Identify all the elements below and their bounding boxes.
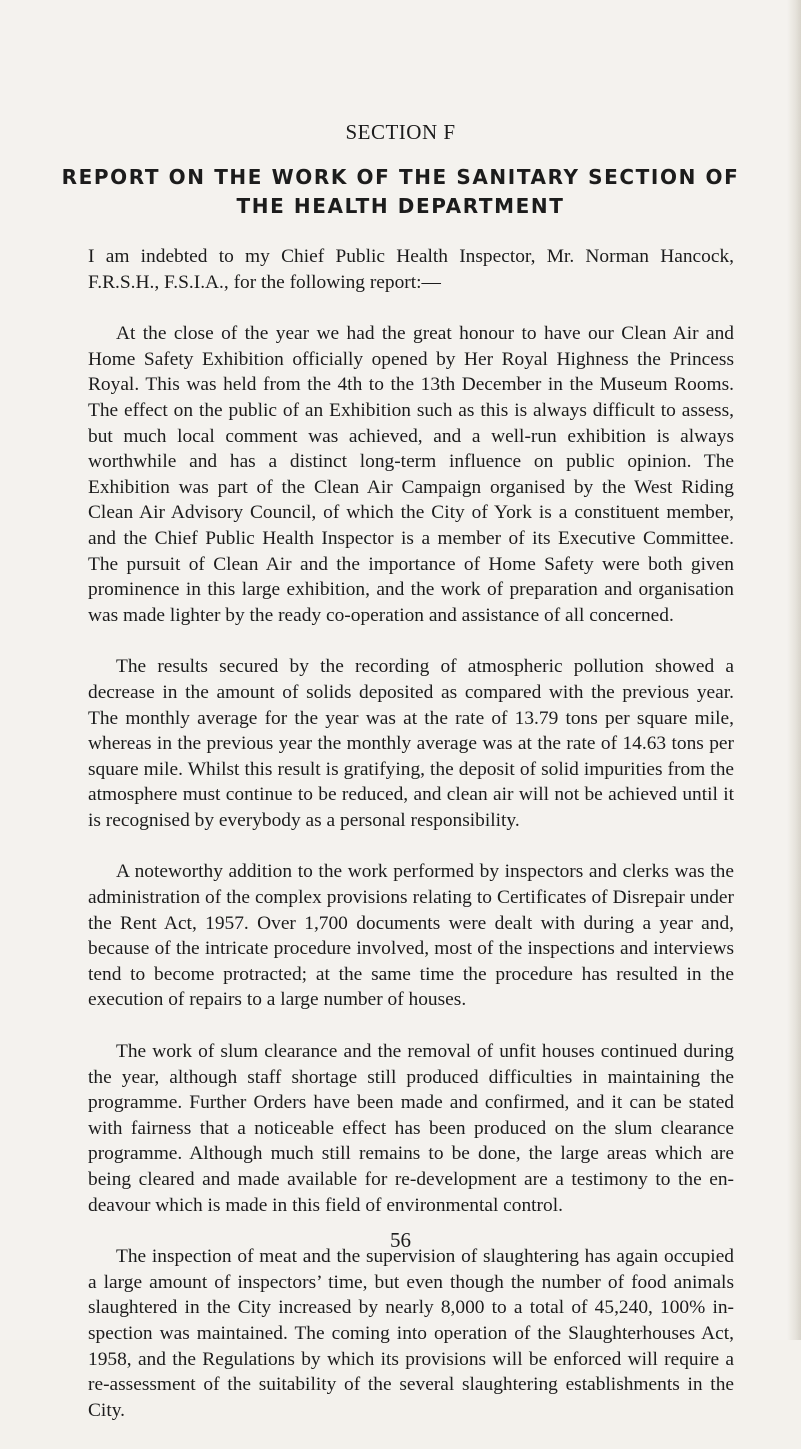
report-title: REPORT ON THE WORK OF THE SANITARY SECTION OF THE HEALTH DEPARTMENT [61, 165, 740, 218]
paragraph-clean-air-exhibition: At the close of the year we had the great honour to have our Clean Air and Home Safety Exhibition officially opened by Her Royal Highness the Princess Royal. This was held from the 4th to the 13th December in the Museum Rooms. The effect on the public of an Exhibition such as this is always difficult to assess, but much local comment was achieved, and a well-run exhibition is always worthwhile and has a distinct long-term influence on public opinion. The Exhibition was part of the Clean Air Campaign organised by the West Riding Clean Air Advisory Council, of which the City of York is a constituent member, and the Chief Public Health Inspector is a member of its Executive Committee. The pursuit of Clean Air and the importance of Home Safety were both given prominence in this large exhibition, and the work of preparation and organisation was made lighter by the ready co-operation and assistance of all concerned. [88, 323, 734, 626]
page-edge-shadow [787, 0, 801, 1340]
paragraph-slum-clearance: The work of slum clearance and the removal of unfit houses continued during the year, although staff shortage still produced difficulties in maintaining the programme. Further Orders have been made and confirmed, and it can be stated with fairness that a noticeable effect has been produced on the slum clearance programme. Although much still remains to be done, the large areas which are being cleared and made available for re-development are a testimony to the en-deavour which is made in this field of environmental control. [88, 1041, 734, 1216]
paragraph-intro: I am indebted to my Chief Public Health Inspector, Mr. Norman Hancock, F.R.S.H., F.S.I.A., for the following report:— [88, 246, 734, 293]
section-heading: SECTION F [345, 120, 456, 144]
paragraph-atmospheric-pollution: The results secured by the recording of atmospheric pollution showed a decrease in the amount of solids deposited as compared with the previous year. The monthly average for the year was at the rate of 13.79 tons per square mile, whereas in the previous year the monthly average was at the rate of 14.63 tons per square mile. Whilst this result is gratifying, the deposit of solid impurities from the atmosphere must continue to be reduced, and clean air will not be achieved until it is recognised by everybody as a personal responsibility. [88, 656, 734, 831]
report-body [88, 244, 734, 1449]
page-number: 56 [390, 1228, 411, 1252]
paragraph-rent-act: A noteworthy addition to the work performed by inspectors and clerks was the administration of the complex provisions relating to Certificates of Disrepair under the Rent Act, 1957. Over 1,700 documents were dealt with during a year and, because of the intricate procedure involved, most of the inspections and interviews tend to become protracted; at the same time the procedure has resulted in the execution of repairs to a large number of houses. [88, 861, 734, 1011]
paragraph-meat-inspection: The inspection of meat and the supervision of slaughtering has again occupied a large amount of inspectors’ time, but even though the number of food animals slaughtered in the City increased by nearly 8,000 to a total of 45,240, 100% in-spection was maintained. The coming into operation of the Slaughterhouses Act, 1958, and the Regulations by which its provisions will be enforced will require a re-assessment of the suitability of the several slaughtering establishments in the City. [88, 1246, 734, 1421]
